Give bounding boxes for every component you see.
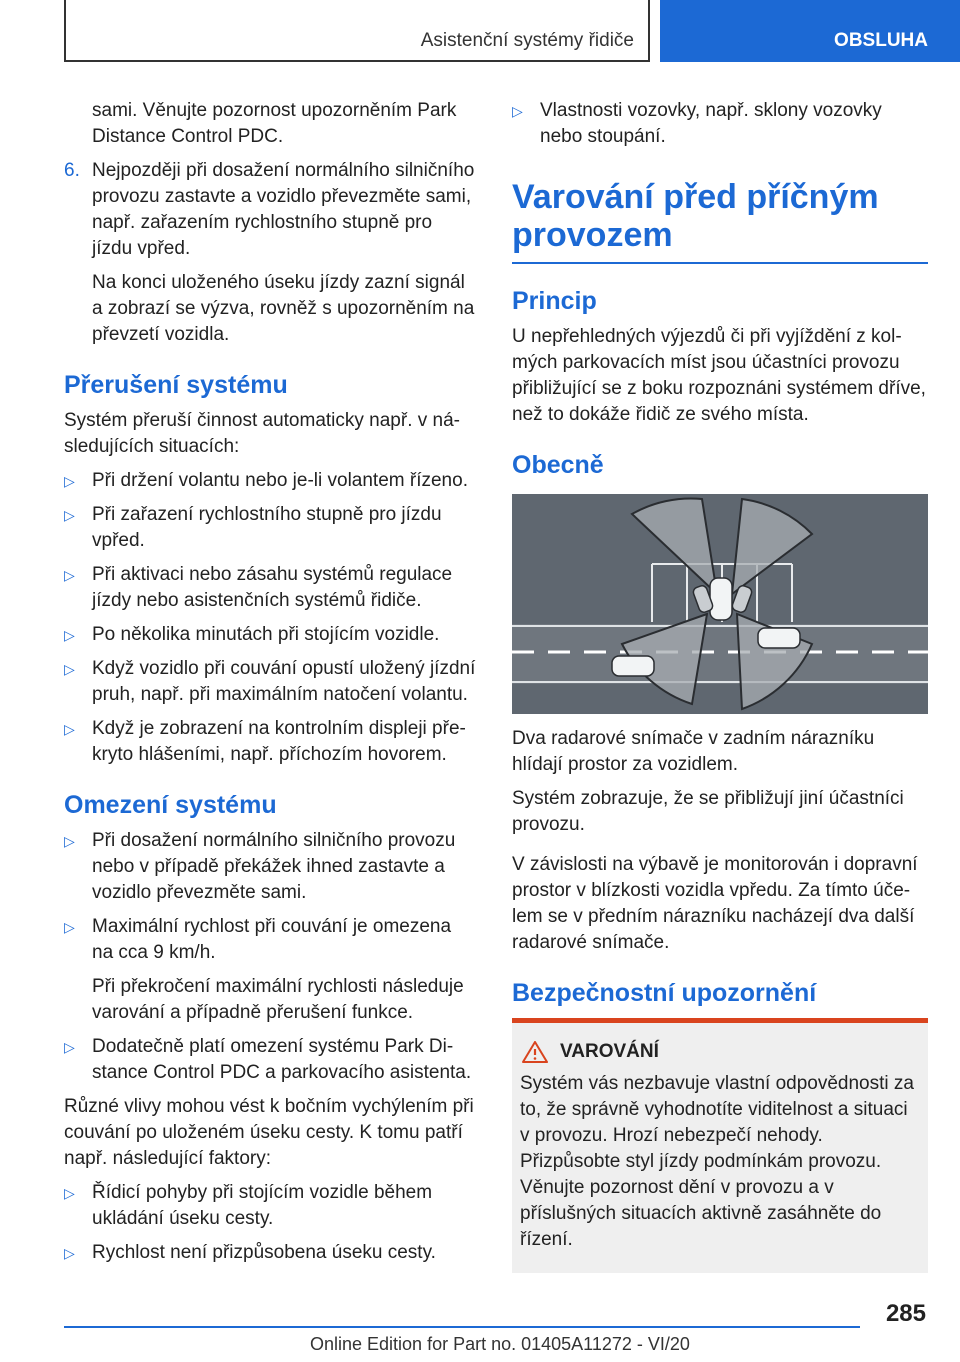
triangle-bullet-icon: ▷ — [64, 833, 75, 849]
step-6 — [64, 158, 476, 262]
list-item-text: Při držení volantu nebo je-li volantem řízeno. — [92, 470, 468, 491]
left-column — [64, 98, 476, 1274]
list-item — [64, 914, 476, 966]
list-item — [64, 656, 476, 708]
triangle-bullet-icon: ▷ — [512, 103, 523, 119]
warning-triangle-icon — [522, 1041, 548, 1063]
list-item-text: Po několika minutách při stojícím vozidle. — [92, 624, 440, 645]
list-item-text: Maximální rychlost při couvání je omezena na cca 9 km/h. — [92, 916, 452, 963]
list-item — [64, 562, 476, 614]
list-item-text: Při zařazení rychlostního stupně pro jízdu vpřed. — [92, 504, 442, 551]
list-item-text: Při dosažení normálního silničního provozu nebo v případě překážek ihned zastavte a vozidlo převezměte sami. — [92, 830, 456, 903]
cross-traffic-illustration — [512, 494, 928, 714]
list-item-text: Vlastnosti vozovky, např. sklony vozovky nebo stoupání. — [540, 100, 882, 147]
warning-box — [512, 1018, 928, 1273]
list-item — [64, 828, 476, 906]
triangle-bullet-icon: ▷ — [64, 1185, 75, 1201]
principle-text: U nepřehledných výjezdů či při vyjíždění z kolmých parkovacích míst jsou účastníci provozu přibližující se z boku rozpoznáni systémem dříve, než to dokáže řidič ze svého místa. — [512, 326, 926, 425]
list-item-text: Když je zobrazení na kontrolním displeji překryto hlášeními, např. příchozím hovorem. — [92, 718, 466, 765]
footer-edition-text: Online Edition for Part no. 01405A11272 - VI/20 — [310, 1334, 690, 1354]
header-section-title: Asistenční systémy řidiče — [420, 30, 634, 51]
interruption-intro: Systém přeruší činnost automaticky např. v následujících situacích: — [64, 410, 460, 457]
warning-text: Systém vás nezbavuje vlastní odpovědnosti za to, že správně vyhodnotíte viditelnost a situaci v provozu. Hrozí nebezpečí nehody. Přizpůsobte styl jízdy podmínkám provozu. Věnujte pozornost dění v provozu a v příslušných situacích aktivně zasáhněte do řízení. — [520, 1073, 914, 1250]
general-text-3: V závislosti na výbavě je monitorován i dopravní prostor v blízkosti vozidla vpředu. Za tímto účelem se v předním nárazníku nacházejí dva další radarové snímače. — [512, 854, 918, 953]
list-item — [64, 716, 476, 768]
principle-heading: Princip — [512, 287, 597, 315]
page-number: 285 — [885, 1300, 926, 1327]
intro-continuation: sami. Věnujte pozornost upozorněním Park Distance Control PDC. — [92, 100, 457, 147]
radar-coverage-diagram — [512, 494, 928, 714]
footer-divider — [64, 1326, 860, 1328]
warning-header — [520, 1039, 920, 1065]
general-heading: Obecně — [512, 451, 604, 479]
limits-item2-followup: Při překročení maximální rychlosti následuje varování a případně přerušení funkce. — [92, 976, 464, 1023]
triangle-bullet-icon: ▷ — [64, 567, 75, 583]
list-item — [512, 98, 928, 150]
list-item — [64, 1180, 476, 1232]
list-item — [64, 502, 476, 554]
right-column — [512, 98, 928, 1273]
triangle-bullet-icon: ▷ — [64, 473, 75, 489]
warning-title: VAROVÁNÍ — [560, 1041, 659, 1062]
triangle-bullet-icon: ▷ — [64, 507, 75, 523]
list-item-text: Dodatečně platí omezení systému Park Distance Control PDC a parkovacího asistenta. — [92, 1036, 472, 1083]
list-item-text: Při aktivaci nebo zásahu systémů regulace jízdy nebo asistenčních systémů řidiče. — [92, 564, 453, 611]
list-item — [64, 622, 476, 648]
step-6-text: Nejpozději při dosažení normálního silničního provozu zastavte a vozidlo převezměte sami, např. zařazením rychlostního stupně pro jízdu vpřed. — [92, 160, 475, 259]
list-item-text: Řídicí pohyby při stojícím vozidle během ukládání úseku cesty. — [92, 1182, 433, 1229]
interruption-heading: Přerušení systému — [64, 371, 288, 399]
list-item-text: Rychlost není přizpůsobena úseku cesty. — [92, 1242, 436, 1263]
general-text-1: Dva radarové snímače v zadním nárazníku hlídají prostor za vozidlem. — [512, 728, 875, 775]
list-item — [64, 1240, 476, 1266]
header-chapter-tab: OBSLUHA — [660, 0, 960, 62]
list-item — [64, 468, 476, 494]
triangle-bullet-icon: ▷ — [64, 661, 75, 677]
main-heading: Varování před příčným provozem — [512, 178, 928, 264]
limits-heading: Omezení systému — [64, 791, 277, 819]
step-6-followup: Na konci uloženého úseku jízdy zazní signál a zobrazí se výzva, rovněž s upozorněním na převzetí vozidla. — [92, 272, 475, 345]
interruption-list — [64, 468, 476, 768]
influences-text: Různé vlivy mohou vést k bočním vychýlením při couvání po uloženém úseku cesty. K tomu patří např. následující faktory: — [64, 1096, 474, 1169]
header-section-box — [64, 0, 650, 62]
triangle-bullet-icon: ▷ — [64, 627, 75, 643]
triangle-bullet-icon: ▷ — [64, 1039, 75, 1055]
general-text-2: Systém zobrazuje, že se přibližují jiní účastníci provozu. — [512, 788, 904, 835]
triangle-bullet-icon: ▷ — [64, 721, 75, 737]
safety-heading: Bezpečnostní upozornění — [512, 979, 817, 1007]
triangle-bullet-icon: ▷ — [64, 1245, 75, 1261]
triangle-bullet-icon: ▷ — [64, 919, 75, 935]
list-item-text: Když vozidlo při couvání opustí uložený jízdní pruh, např. při maximálním natočení volantu. — [92, 658, 476, 705]
list-item — [64, 1034, 476, 1086]
step-6-number: 6. — [64, 160, 80, 181]
